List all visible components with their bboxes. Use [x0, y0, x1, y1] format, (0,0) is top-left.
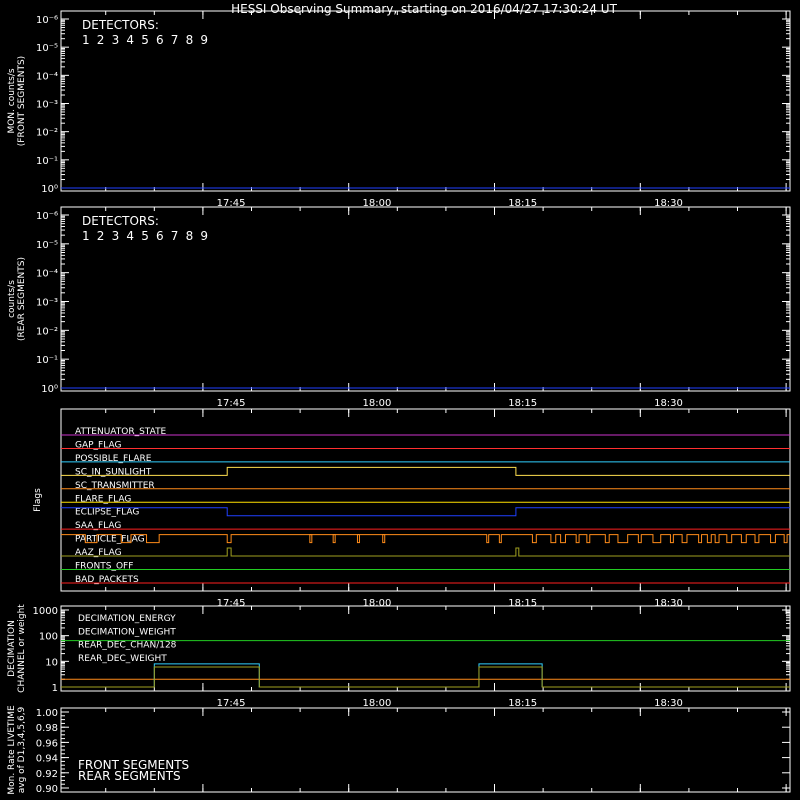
flag-label: ECLIPSE_FLAG — [75, 507, 140, 518]
y-tick-label: 1.00 — [35, 708, 58, 719]
y-axis-label: counts/s — [7, 280, 17, 318]
time-tick-label: 18:30 — [654, 398, 683, 409]
detectors-legend-label: DETECTORS: — [82, 18, 159, 32]
detector-number-4: 4 — [126, 229, 135, 243]
y-tick-label: 10⁻⁵ — [35, 43, 58, 55]
flag-label: AAZ_FLAG — [75, 548, 122, 559]
flag-label: SC_IN_SUNLIGHT — [75, 467, 152, 478]
flag-label: FLARE_FLAG — [75, 494, 132, 505]
livetime-legend-entry: FRONT SEGMENTS — [78, 758, 190, 772]
y-tick-label: 10⁻⁵ — [35, 239, 58, 251]
y-tick-label: 10⁻¹ — [35, 355, 58, 367]
flag-label: ATTENUATOR_STATE — [75, 427, 167, 437]
flag-trace — [61, 548, 790, 559]
y-tick-label: 10 — [45, 657, 58, 669]
flag-label: SAA_FLAG — [75, 521, 122, 532]
flag-spike — [310, 535, 312, 543]
y-axis-label: MON. counts/s — [7, 68, 17, 134]
flag-spike — [333, 535, 335, 543]
flag-label: FRONTS_OFF — [75, 561, 134, 572]
panel-4 — [7, 604, 800, 709]
y-axis-label: avg of D1,3,4,5,6,9 — [17, 706, 27, 794]
detector-number-8: 8 — [185, 229, 194, 243]
detector-number-4: 4 — [126, 33, 135, 47]
flag-label: BAD_PACKETS — [75, 574, 139, 585]
y-axis-label: Flags — [33, 488, 43, 512]
time-tick-label: 18:00 — [362, 198, 392, 209]
detector-number-8: 8 — [185, 33, 194, 47]
flag-spike — [383, 535, 385, 543]
y-axis-label: DECIMATION — [7, 620, 17, 677]
y-tick-label: 10⁻³ — [35, 297, 58, 309]
detector-number-9: 9 — [200, 33, 209, 47]
y-tick-label: 0.98 — [35, 723, 58, 735]
decimation-series-line — [61, 667, 790, 687]
y-tick-label: 10⁻³ — [35, 99, 58, 111]
detector-number-1: 1 — [82, 229, 90, 243]
detector-number-6: 6 — [156, 33, 164, 47]
y-axis-label: (REAR SEGMENTS) — [17, 256, 27, 342]
time-tick-label: 18:15 — [508, 398, 538, 409]
detector-number-3: 3 — [111, 229, 120, 243]
time-tick-label: 17:45 — [216, 598, 246, 609]
y-tick-label: 10⁰ — [41, 184, 58, 195]
y-axis-label: Mon. Rate LIVETIME — [7, 705, 17, 795]
panel-5 — [7, 705, 790, 795]
y-tick-label: 10⁻² — [35, 127, 58, 139]
y-tick-label: 0.90 — [35, 784, 58, 795]
y-tick-label: 10⁻⁴ — [35, 268, 58, 280]
y-tick-label: 1000 — [32, 606, 58, 617]
time-tick-label: 18:00 — [362, 598, 392, 609]
y-tick-label: 10⁻¹ — [35, 155, 58, 167]
panel-3 — [33, 409, 800, 609]
livetime-legend-entry: REAR SEGMENTS — [78, 769, 181, 783]
y-tick-label: 10⁻⁶ — [35, 211, 58, 222]
y-tick-label: 0.92 — [35, 768, 58, 780]
flag-label: GAP_FLAG — [75, 440, 122, 451]
y-tick-label: 0.94 — [35, 753, 58, 765]
decimation-legend-entry: DECIMATION_WEIGHT — [78, 627, 176, 638]
time-tick-label: 18:00 — [362, 398, 392, 409]
y-tick-label: 100 — [38, 631, 58, 643]
time-tick-label: 18:30 — [654, 698, 683, 709]
time-tick-label: 18:15 — [508, 198, 538, 209]
panel-2 — [7, 207, 800, 409]
detector-number-2: 2 — [96, 33, 105, 47]
flag-label: PARTICLE_FLAG — [75, 534, 145, 545]
y-tick-label: 10⁻² — [35, 326, 58, 338]
detector-number-7: 7 — [170, 229, 179, 243]
y-tick-label: 10⁻⁴ — [35, 71, 58, 83]
time-tick-label: 17:45 — [216, 398, 246, 409]
flag-trace — [61, 467, 790, 478]
y-tick-label: 1 — [51, 683, 58, 694]
panel-1 — [7, 11, 800, 209]
flag-trace — [61, 535, 790, 543]
detector-number-3: 3 — [111, 33, 120, 47]
detector-number-1: 1 — [82, 33, 90, 47]
detector-number-6: 6 — [156, 229, 164, 243]
detector-number-7: 7 — [170, 33, 179, 47]
decimation-legend-entry: REAR_DEC_WEIGHT — [78, 653, 167, 664]
detector-number-2: 2 — [96, 229, 105, 243]
flag-trace — [61, 508, 790, 516]
flag-label: POSSIBLE_FLARE — [75, 453, 152, 464]
time-tick-label: 18:15 — [508, 598, 538, 609]
time-tick-label: 17:45 — [216, 698, 246, 709]
flag-spike — [357, 535, 359, 543]
detector-number-9: 9 — [200, 229, 209, 243]
detector-number-5: 5 — [141, 229, 149, 243]
detectors-legend-label: DETECTORS: — [82, 214, 159, 228]
y-axis-label: (FRONT SEGMENTS) — [17, 55, 27, 147]
time-tick-label: 17:45 — [216, 198, 246, 209]
figure-title: HESSI Observing Summary, starting on 2016/04/27 17:30:24 UT — [231, 2, 617, 16]
y-tick-label: 10⁰ — [41, 384, 58, 395]
detector-number-5: 5 — [141, 33, 149, 47]
y-axis-label: CHANNEL or weight — [17, 604, 27, 693]
time-tick-label: 18:00 — [362, 698, 392, 709]
time-tick-label: 18:15 — [508, 698, 538, 709]
panel-frame — [61, 409, 790, 591]
flag-label: SC_TRANSMITTER — [75, 480, 155, 491]
time-tick-label: 18:30 — [654, 598, 683, 609]
y-tick-label: 0.96 — [35, 738, 58, 750]
time-tick-label: 18:30 — [654, 198, 683, 209]
decimation-legend-entry: DECIMATION_ENERGY — [78, 614, 176, 624]
decimation-legend-entry: REAR_DEC_CHAN/128 — [78, 640, 177, 651]
y-tick-label: 10⁻⁶ — [35, 15, 58, 26]
